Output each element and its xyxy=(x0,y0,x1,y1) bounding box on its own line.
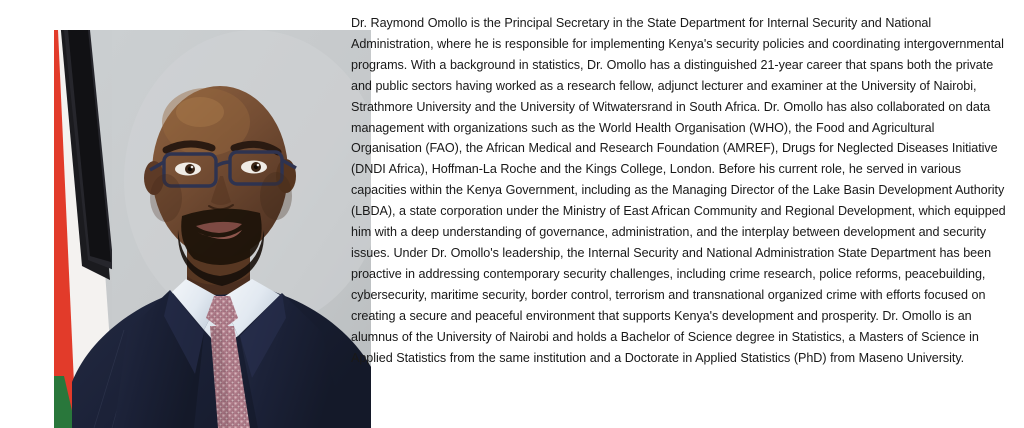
biography-column xyxy=(351,13,1007,368)
biography-paragraph: Dr. Raymond Omollo is the Principal Secretary in the State Department for Internal Security and National Administration, where he is responsible for implementing Kenya's security policies and coordinating intergovernmental programs. With a background in statistics, Dr. Omollo has a distinguished 21-year career that spans both the private and public sectors having worked as a research fellow, adjunct lecturer and examiner at the University of Nairobi, Strathmore University and the University of Witwatersrand in South Africa. Dr. Omollo has also collaborated on data management with organizations such as the World Health Organisation (WHO), the Food and Agricultural Organisation (FAO), the African Medical and Research Foundation (AMREF), Drugs for Neglected Diseases Initiative (DNDI Africa), Hoffman-La Roche and the Kings College, London. Before his current role, he served in various capacities within the Kenya Government, including as the Managing Director of the Lake Basin Development Authority (LBDA), a state corporation under the Ministry of East African Community and Regional Development, which equipped him with a deep understanding of governance, administration, and the interplay between development and security issues. Under Dr. Omollo's leadership, the Internal Security and National Administration State Department has been proactive in addressing contemporary security challenges, including crime research, police reforms, peacebuilding, cybersecurity, maritime security, border control, terrorism and transnational organized crime with efforts focused on creating a secure and peaceful environment that supports Kenya's development and prosperity. Dr. Omollo is an alumnus of the University of Nairobi and holds a Bachelor of Science degree in Statistics, a Masters of Science in Applied Statistics from the same institution and a Doctorate in Applied Statistics (PhD) from Maseno University. xyxy=(351,16,1006,365)
portrait-illustration xyxy=(54,30,371,428)
portrait-photo xyxy=(54,30,371,428)
